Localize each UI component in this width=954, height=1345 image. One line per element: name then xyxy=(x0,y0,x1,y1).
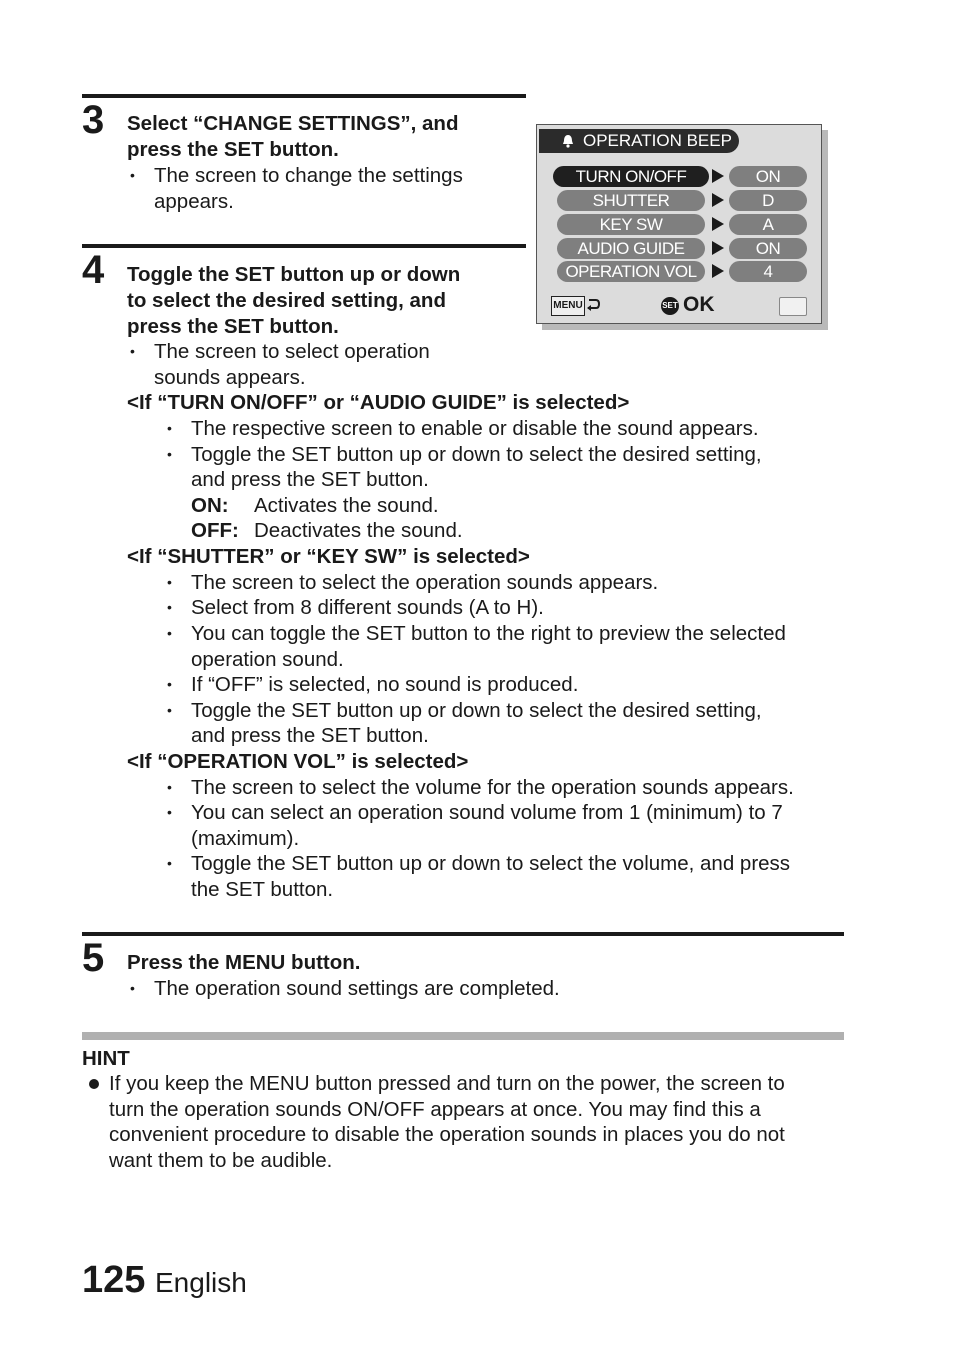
step4-bullet-line2: sounds appears. xyxy=(154,366,306,389)
camera-screen xyxy=(536,124,822,324)
turn-on-off-bullet2-line2: and press the SET button. xyxy=(191,468,429,491)
menu-icon: MENU xyxy=(551,296,585,316)
step4-heading-line2: to select the desired setting, and xyxy=(127,289,446,312)
shutter-bullet5-line1: • Toggle the SET button up or down to select the desired setting, xyxy=(191,698,762,724)
step4-number: 4 xyxy=(82,248,105,292)
right-arrow-icon xyxy=(712,193,724,207)
step3-bullet-line1: • The screen to change the settings xyxy=(154,163,463,189)
right-arrow-icon xyxy=(712,169,724,183)
hint-line2: turn the operation sounds ON/OFF appears at once. You may find this a xyxy=(109,1098,761,1121)
vol-heading: <If “OPERATION VOL” is selected> xyxy=(127,750,469,773)
hint-divider xyxy=(82,1032,844,1040)
vol-bullet3-line1: • Toggle the SET button up or down to select the volume, and press xyxy=(191,851,790,877)
right-arrow-icon xyxy=(712,217,724,231)
hint-line1: If you keep the MENU button pressed and turn on the power, the screen to xyxy=(109,1072,785,1095)
step5-number: 5 xyxy=(82,936,105,980)
value-shutter[interactable]: D xyxy=(729,190,807,211)
shutter-bullet2: • Select from 8 different sounds (A to H). xyxy=(191,595,544,621)
vol-bullet3-line2: the SET button. xyxy=(191,878,334,901)
on-key: ON: xyxy=(191,494,229,517)
value-key-sw[interactable]: A xyxy=(729,214,807,235)
vol-bullet1: • The screen to select the volume for the operation sounds appears. xyxy=(191,775,794,801)
step5-bullet: • The operation sound settings are completed. xyxy=(154,976,560,1002)
step4-rule xyxy=(82,244,526,248)
shutter-bullet5-line2: and press the SET button. xyxy=(191,724,429,747)
vol-bullet2-line2: (maximum). xyxy=(191,827,300,850)
shutter-heading: <If “SHUTTER” or “KEY SW” is selected> xyxy=(127,545,530,568)
turn-on-off-heading: <If “TURN ON/OFF” or “AUDIO GUIDE” is selected> xyxy=(127,391,630,414)
menu-item-key-sw[interactable]: KEY SW xyxy=(557,214,705,235)
step4-heading-line3: press the SET button. xyxy=(127,315,339,338)
shutter-bullet1: • The screen to select the operation sounds appears. xyxy=(191,570,658,596)
step5-rule xyxy=(82,932,844,936)
screen-title: OPERATION BEEP xyxy=(583,131,732,150)
right-arrow-icon xyxy=(712,241,724,255)
hint-line4: want them to be audible. xyxy=(109,1149,333,1172)
screen-title-bar xyxy=(539,129,739,153)
step3-heading-line1: Select “CHANGE SETTINGS”, and xyxy=(127,112,459,135)
menu-item-shutter[interactable]: SHUTTER xyxy=(557,190,705,211)
hint-title: HINT xyxy=(82,1047,130,1070)
turn-on-off-bullet1: • The respective screen to enable or disable the sound appears. xyxy=(191,416,759,442)
return-icon xyxy=(585,297,601,313)
shutter-bullet4: • If “OFF” is selected, no sound is produced. xyxy=(191,672,578,698)
step3-heading-line2: press the SET button. xyxy=(127,138,339,161)
value-operation-vol[interactable]: 4 xyxy=(729,261,807,282)
set-button-icon: SET xyxy=(661,297,679,315)
on-description: Activates the sound. xyxy=(254,494,439,517)
menu-item-operation-vol[interactable]: OPERATION VOL xyxy=(557,261,705,282)
menu-item-audio-guide[interactable]: AUDIO GUIDE xyxy=(557,238,705,259)
bell-icon xyxy=(561,134,575,148)
hint-line3: convenient procedure to disable the operation sounds in places you do not xyxy=(109,1123,785,1146)
step4-bullet-line1: • The screen to select operation xyxy=(154,339,430,365)
menu-item-turn-on-off[interactable]: TURN ON/OFF xyxy=(553,166,709,187)
vol-bullet2-line1: • You can select an operation sound volume from 1 (minimum) to 7 xyxy=(191,800,783,826)
turn-on-off-bullet2-line1: • Toggle the SET button up or down to select the desired setting, xyxy=(191,442,762,468)
off-description: Deactivates the sound. xyxy=(254,519,463,542)
value-audio-guide[interactable]: ON xyxy=(729,238,807,259)
step3-number: 3 xyxy=(82,98,105,142)
step3-bullet-line2: appears. xyxy=(154,190,234,213)
off-key: OFF: xyxy=(191,519,239,542)
shutter-bullet3-line2: operation sound. xyxy=(191,648,344,671)
right-arrow-icon xyxy=(712,264,724,278)
ok-label: OK xyxy=(683,293,715,316)
hint-bullet-dot xyxy=(89,1079,99,1089)
step3-rule xyxy=(82,94,526,98)
value-turn-on-off[interactable]: ON xyxy=(729,166,807,187)
step4-heading-line1: Toggle the SET button up or down xyxy=(127,263,461,286)
shutter-bullet3-line1: • You can toggle the SET button to the right to preview the selected xyxy=(191,621,786,647)
page-number: 125 xyxy=(82,1259,146,1301)
step5-heading: Press the MENU button. xyxy=(127,951,361,974)
memory-card-icon xyxy=(779,297,807,316)
page-language: English xyxy=(155,1267,247,1298)
